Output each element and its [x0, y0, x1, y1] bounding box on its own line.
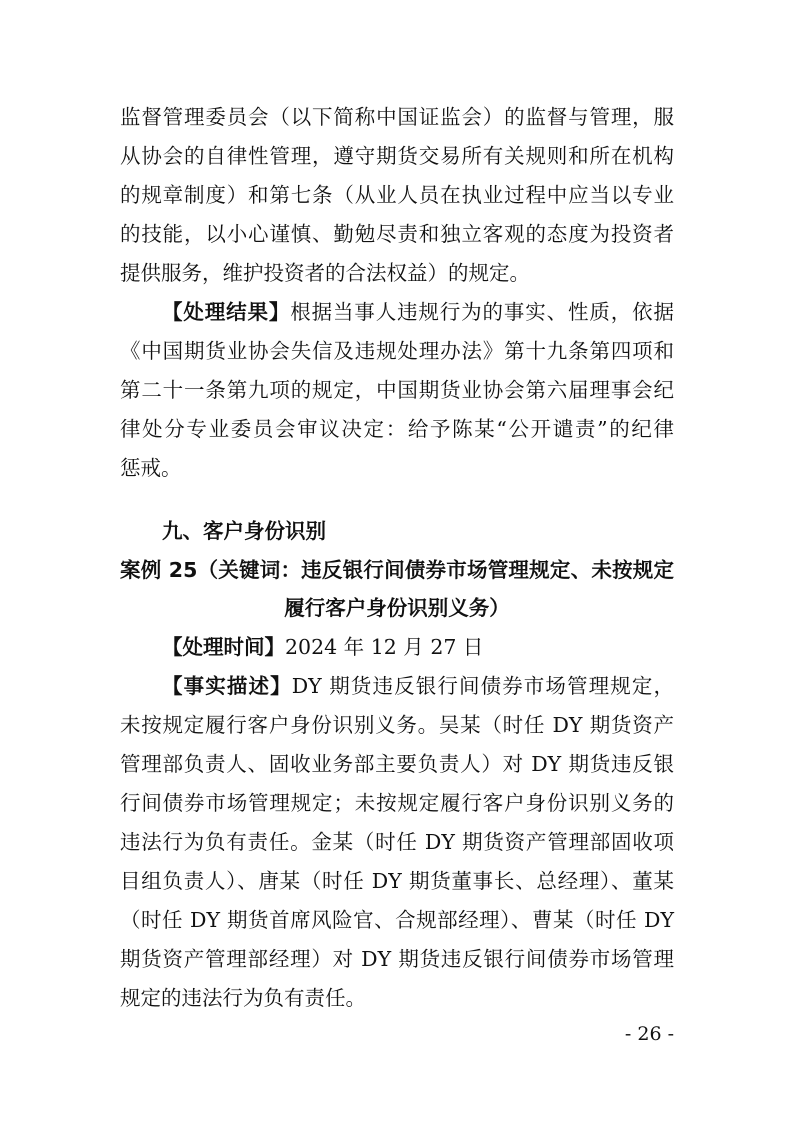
paragraph-line: 的规章制度）和第七条（从业人员在执业过程中应当以专业: [120, 183, 674, 207]
section-heading: 九、客户身份识别: [162, 519, 326, 543]
facts-tag: 【事实描述】: [162, 674, 292, 698]
result-tag: 【处理结果】: [162, 300, 291, 324]
result-paragraph-first-line: [162, 297, 674, 327]
facts-paragraph-first-line: [162, 671, 674, 701]
paragraph-line: 提供服务，维护投资者的合法权益）的规定。: [120, 261, 530, 285]
case-title-line-2: 履行客户身份识别义务）: [284, 596, 510, 620]
paragraph-line: 未按规定履行客户身份识别义务。吴某（时任 DY 期货资产: [120, 713, 674, 737]
result-first-line-text: 根据当事人违规行为的事实、性质，依据: [290, 300, 675, 324]
paragraph-line: 的技能，以小心谨慎、勤勉尽责和独立客观的态度为投资者: [120, 222, 674, 246]
paragraph-line: 惩戒。: [120, 456, 182, 480]
paragraph-line: 规定的违法行为负有责任。: [120, 986, 366, 1010]
time-tag: 【处理时间】: [162, 635, 285, 659]
facts-first-line-text: DY 期货违反银行间债券市场管理规定，: [291, 674, 674, 698]
page-number: - 26 -: [624, 1023, 674, 1045]
paragraph-line: 管理部负责人、固收业务部主要负责人）对 DY 期货违反银: [120, 752, 674, 776]
paragraph-line: 从协会的自律性管理，遵守期货交易所有关规则和所在机构: [120, 144, 674, 168]
paragraph-line: 律处分专业委员会审议决定：给予陈某“公开谴责”的纪律: [120, 417, 674, 441]
paragraph-line: 《中国期货业协会失信及违规处理办法》第十九条第四项和: [120, 339, 674, 363]
time-value: 2024 年 12 月 27 日: [285, 635, 484, 659]
paragraph-line: （时任 DY 期货首席风险官、合规部经理）、曹某（时任 DY: [120, 908, 674, 932]
paragraph-line: 监督管理委员会（以下简称中国证监会）的监督与管理，服: [120, 105, 674, 129]
time-paragraph: [162, 632, 674, 662]
paragraph-line: 第二十一条第九项的规定，中国期货业协会第六届理事会纪: [120, 378, 674, 402]
paragraph-line: 违法行为负有责任。金某（时任 DY 期货资产管理部固收项: [120, 830, 674, 854]
paragraph-line: 行间债券市场管理规定；未按规定履行客户身份识别义务的: [120, 791, 674, 815]
paragraph-line: 期货资产管理部经理）对 DY 期货违反银行间债券市场管理: [120, 947, 674, 971]
paragraph-line: 目组负责人）、唐某（时任 DY 期货董事长、总经理）、董某: [120, 869, 674, 893]
case-title-line-1: 案例 25（关键词：违反银行间债券市场管理规定、未按规定: [120, 558, 674, 582]
